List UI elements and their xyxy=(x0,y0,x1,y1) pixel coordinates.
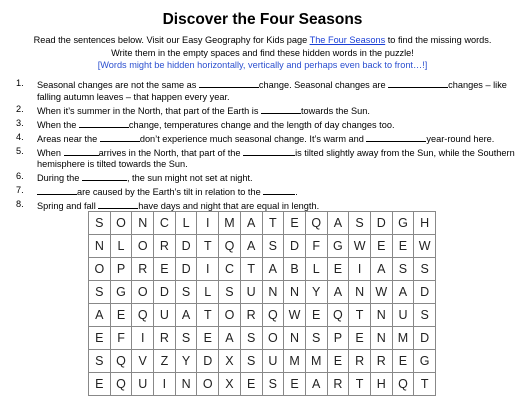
puzzle-row xyxy=(89,327,436,350)
puzzle-cell[interactable]: X xyxy=(219,373,241,396)
puzzle-cell[interactable]: A xyxy=(240,212,262,235)
instructions-line-1 xyxy=(0,34,525,47)
answer-blank[interactable] xyxy=(366,132,426,142)
puzzle-cell[interactable]: Q xyxy=(110,350,132,373)
puzzle-cell[interactable]: O xyxy=(132,281,154,304)
puzzle-cell[interactable]: T xyxy=(197,304,219,327)
sentence-text: During the xyxy=(37,173,82,184)
puzzle-cell[interactable]: T xyxy=(414,373,436,396)
puzzle-cell[interactable]: A xyxy=(219,327,241,350)
puzzle-cell[interactable]: Q xyxy=(305,212,327,235)
sentence-number: 1. xyxy=(16,78,24,88)
puzzle-cell[interactable]: M xyxy=(305,350,327,373)
puzzle-cell[interactable]: M xyxy=(219,212,241,235)
sentence-text: change, temperatures change and the length of day changes too. xyxy=(128,119,395,130)
puzzle-cell[interactable]: M xyxy=(392,327,414,350)
puzzle-cell[interactable]: I xyxy=(349,258,371,281)
puzzle-cell[interactable]: E xyxy=(154,258,176,281)
puzzle-cell[interactable]: E xyxy=(327,258,349,281)
puzzle-cell[interactable]: U xyxy=(392,304,414,327)
answer-blank[interactable] xyxy=(261,104,301,114)
sentence-2 xyxy=(16,104,516,118)
sentence-text: are caused by the Earth’s tilt in relation to the xyxy=(77,187,264,198)
puzzle-cell[interactable]: E xyxy=(284,212,306,235)
instructions-line-1-text: Read the sentences below. Visit our Easy Geography for Kids page xyxy=(33,35,310,45)
puzzle-cell[interactable]: S xyxy=(89,281,111,304)
puzzle-cell[interactable]: S xyxy=(240,327,262,350)
answer-blank[interactable] xyxy=(388,78,448,88)
puzzle-cell[interactable]: S xyxy=(262,373,284,396)
puzzle-cell[interactable]: F xyxy=(305,235,327,258)
answer-blank[interactable] xyxy=(37,185,77,195)
answer-blank[interactable] xyxy=(79,118,129,128)
puzzle-cell[interactable]: A xyxy=(327,281,349,304)
puzzle-cell[interactable]: R xyxy=(240,304,262,327)
puzzle-cell[interactable]: T xyxy=(262,212,284,235)
puzzle-cell[interactable]: S xyxy=(414,304,436,327)
puzzle-cell[interactable]: T xyxy=(197,235,219,258)
puzzle-cell[interactable]: Q xyxy=(327,304,349,327)
puzzle-cell[interactable]: L xyxy=(197,281,219,304)
puzzle-cell[interactable]: L xyxy=(175,212,197,235)
sentence-text: year-round here. xyxy=(426,133,495,144)
four-seasons-link[interactable]: The Four Seasons xyxy=(309,35,386,45)
sentence-number: 8. xyxy=(16,199,24,210)
puzzle-cell[interactable]: N xyxy=(89,235,111,258)
answer-blank[interactable] xyxy=(64,146,99,156)
puzzle-cell[interactable]: E xyxy=(240,373,262,396)
puzzle-cell[interactable]: C xyxy=(219,258,241,281)
puzzle-cell[interactable]: H xyxy=(370,373,392,396)
sentence-text: arrives in the North, that part of the xyxy=(98,147,244,158)
puzzle-cell[interactable]: W xyxy=(284,304,306,327)
puzzle-cell[interactable]: D xyxy=(175,235,197,258)
puzzle-cell[interactable]: X xyxy=(219,350,241,373)
sentence-number: 7. xyxy=(16,185,24,196)
puzzle-cell[interactable]: S xyxy=(262,235,284,258)
puzzle-cell[interactable]: M xyxy=(284,350,306,373)
puzzle-cell[interactable]: S xyxy=(392,258,414,281)
sentence-text: have days and night that are equal in length. xyxy=(138,201,320,212)
answer-blank[interactable] xyxy=(82,171,127,181)
puzzle-cell[interactable]: E xyxy=(349,327,371,350)
sentence-text: When it’s summer in the North, that part of the Earth is xyxy=(37,105,261,116)
puzzle-row xyxy=(89,373,436,396)
puzzle-cell[interactable]: N xyxy=(370,327,392,350)
sentence-number: 6. xyxy=(16,171,24,182)
sentence-3 xyxy=(16,118,516,132)
puzzle-cell[interactable]: W xyxy=(349,235,371,258)
puzzle-cell[interactable]: G xyxy=(414,350,436,373)
puzzle-cell[interactable]: S xyxy=(89,212,111,235)
puzzle-cell[interactable]: Q xyxy=(132,304,154,327)
sentence-list xyxy=(16,78,516,213)
puzzle-cell[interactable]: B xyxy=(284,258,306,281)
puzzle-cell[interactable]: I xyxy=(197,258,219,281)
sentence-text: Seasonal changes are not the same as xyxy=(37,80,199,90)
sentence-number: 5. xyxy=(16,145,24,156)
puzzle-cell[interactable]: Z xyxy=(154,350,176,373)
sentence-text: When xyxy=(37,147,64,158)
puzzle-cell[interactable]: E xyxy=(370,235,392,258)
puzzle-cell[interactable]: A xyxy=(370,258,392,281)
puzzle-cell[interactable]: U xyxy=(240,281,262,304)
sentence-number: 2. xyxy=(16,103,24,114)
puzzle-cell[interactable]: Q xyxy=(392,373,414,396)
puzzle-row xyxy=(89,350,436,373)
puzzle-cell[interactable]: R xyxy=(327,373,349,396)
puzzle-cell[interactable]: D xyxy=(175,258,197,281)
sentence-text: is tilted slightly away from the Sun, while the Southern hemisphere is tilted towards the Sun. xyxy=(37,147,515,170)
puzzle-cell[interactable]: E xyxy=(305,304,327,327)
puzzle-cell[interactable]: A xyxy=(327,212,349,235)
word-search-grid xyxy=(88,211,436,396)
answer-blank[interactable] xyxy=(199,78,259,88)
sentence-text: Spring and fall xyxy=(37,201,99,212)
puzzle-cell[interactable]: P xyxy=(110,258,132,281)
answer-blank[interactable] xyxy=(263,185,295,195)
puzzle-cell[interactable]: T xyxy=(240,258,262,281)
puzzle-cell[interactable]: A xyxy=(262,258,284,281)
puzzle-cell[interactable]: A xyxy=(305,373,327,396)
puzzle-cell[interactable]: L xyxy=(110,235,132,258)
puzzle-cell[interactable]: F xyxy=(110,327,132,350)
instructions-note: [Words might be hidden horizontally, vertically and perhaps even back to front…!] xyxy=(97,60,428,70)
puzzle-cell[interactable]: R xyxy=(154,327,176,350)
puzzle-row xyxy=(89,235,436,258)
puzzle-cell[interactable]: E xyxy=(110,304,132,327)
puzzle-cell[interactable]: R xyxy=(132,258,154,281)
puzzle-cell[interactable]: N xyxy=(132,212,154,235)
puzzle-cell[interactable]: D xyxy=(197,350,219,373)
puzzle-cell[interactable]: T xyxy=(349,373,371,396)
puzzle-cell[interactable]: I xyxy=(197,212,219,235)
puzzle-cell[interactable]: N xyxy=(284,281,306,304)
puzzle-cell[interactable]: O xyxy=(110,212,132,235)
puzzle-cell[interactable]: C xyxy=(154,212,176,235)
puzzle-cell[interactable]: Q xyxy=(219,235,241,258)
puzzle-cell[interactable]: O xyxy=(89,258,111,281)
puzzle-cell[interactable]: G xyxy=(392,212,414,235)
puzzle-cell[interactable]: D xyxy=(370,212,392,235)
sentence-1 xyxy=(16,78,516,104)
sentence-4 xyxy=(16,132,516,146)
puzzle-cell[interactable]: D xyxy=(414,327,436,350)
puzzle-cell[interactable]: A xyxy=(89,304,111,327)
puzzle-cell[interactable]: G xyxy=(110,281,132,304)
sentence-text: . xyxy=(295,187,298,198)
puzzle-cell[interactable]: S xyxy=(175,281,197,304)
instructions xyxy=(0,34,525,72)
puzzle-row xyxy=(89,212,436,235)
puzzle-cell[interactable]: L xyxy=(305,258,327,281)
sentence-7 xyxy=(16,185,516,199)
puzzle-cell[interactable]: H xyxy=(414,212,436,235)
puzzle-cell[interactable]: T xyxy=(349,304,371,327)
puzzle-cell[interactable]: N xyxy=(370,304,392,327)
puzzle-cell[interactable]: A xyxy=(240,235,262,258)
puzzle-cell[interactable]: S xyxy=(89,350,111,373)
puzzle-cell[interactable]: S xyxy=(219,281,241,304)
puzzle-row xyxy=(89,304,436,327)
sentence-text: don’t experience much seasonal change. It’s warm and xyxy=(139,133,367,144)
puzzle-cell[interactable]: U xyxy=(154,304,176,327)
puzzle-cell[interactable]: O xyxy=(197,373,219,396)
puzzle-cell[interactable]: S xyxy=(305,327,327,350)
puzzle-cell[interactable]: N xyxy=(349,281,371,304)
puzzle-cell[interactable]: A xyxy=(392,281,414,304)
puzzle-cell[interactable]: D xyxy=(414,281,436,304)
puzzle-cell[interactable]: V xyxy=(132,350,154,373)
sentence-5 xyxy=(16,146,516,172)
puzzle-cell[interactable]: Q xyxy=(262,304,284,327)
sentence-number: 4. xyxy=(16,131,24,142)
puzzle-cell[interactable]: N xyxy=(175,373,197,396)
puzzle-cell[interactable]: R xyxy=(370,350,392,373)
puzzle-cell[interactable]: O xyxy=(262,327,284,350)
sentence-text: changes – like falling autumn leaves – that happen every year. xyxy=(37,80,507,102)
puzzle-row xyxy=(89,258,436,281)
puzzle-cell[interactable]: O xyxy=(219,304,241,327)
puzzle-cell[interactable]: U xyxy=(262,350,284,373)
puzzle-cell[interactable]: G xyxy=(327,235,349,258)
puzzle-cell[interactable]: W xyxy=(370,281,392,304)
puzzle-cell[interactable]: Y xyxy=(175,350,197,373)
puzzle-cell[interactable]: E xyxy=(284,373,306,396)
sentence-text: change. Seasonal changes are xyxy=(258,80,389,90)
answer-blank[interactable] xyxy=(100,132,140,142)
puzzle-cell[interactable]: Y xyxy=(305,281,327,304)
puzzle-cell[interactable]: R xyxy=(154,235,176,258)
puzzle-cell[interactable]: P xyxy=(327,327,349,350)
answer-blank[interactable] xyxy=(243,146,295,156)
sentence-6 xyxy=(16,171,516,185)
answer-blank[interactable] xyxy=(98,199,138,209)
puzzle-cell[interactable]: E xyxy=(327,350,349,373)
sentence-text: When the xyxy=(37,119,79,130)
puzzle-cell[interactable]: S xyxy=(240,350,262,373)
page-title: Discover the Four Seasons xyxy=(162,11,363,28)
puzzle-cell[interactable]: E xyxy=(197,327,219,350)
instructions-line-1-end: to find the missing words. xyxy=(385,35,492,45)
puzzle-cell[interactable]: E xyxy=(89,327,111,350)
puzzle-cell[interactable]: D xyxy=(154,281,176,304)
puzzle-cell[interactable]: I xyxy=(154,373,176,396)
puzzle-cell[interactable]: O xyxy=(132,235,154,258)
sentence-text: towards the Sun. xyxy=(301,105,370,116)
puzzle-cell[interactable]: E xyxy=(392,350,414,373)
puzzle-cell[interactable]: E xyxy=(392,235,414,258)
puzzle-cell[interactable]: E xyxy=(89,373,111,396)
puzzle-cell[interactable]: D xyxy=(284,235,306,258)
puzzle-cell[interactable]: N xyxy=(262,281,284,304)
puzzle-cell[interactable]: Q xyxy=(110,373,132,396)
puzzle-cell[interactable]: W xyxy=(414,235,436,258)
puzzle-cell[interactable]: A xyxy=(175,304,197,327)
sentence-text: Areas near the xyxy=(37,133,100,144)
sentence-number: 3. xyxy=(16,117,24,128)
instructions-line-2: Write them in the empty spaces and find these hidden words in the puzzle! xyxy=(111,47,414,58)
puzzle-cell[interactable]: I xyxy=(132,327,154,350)
puzzle-cell[interactable]: S xyxy=(175,327,197,350)
puzzle-cell[interactable]: R xyxy=(349,350,371,373)
puzzle-cell[interactable]: N xyxy=(284,327,306,350)
puzzle-cell[interactable]: S xyxy=(349,212,371,235)
puzzle-cell[interactable]: S xyxy=(414,258,436,281)
sentence-text: , the sun might not set at night. xyxy=(126,173,253,184)
puzzle-row xyxy=(89,281,436,304)
puzzle-cell[interactable]: U xyxy=(132,373,154,396)
